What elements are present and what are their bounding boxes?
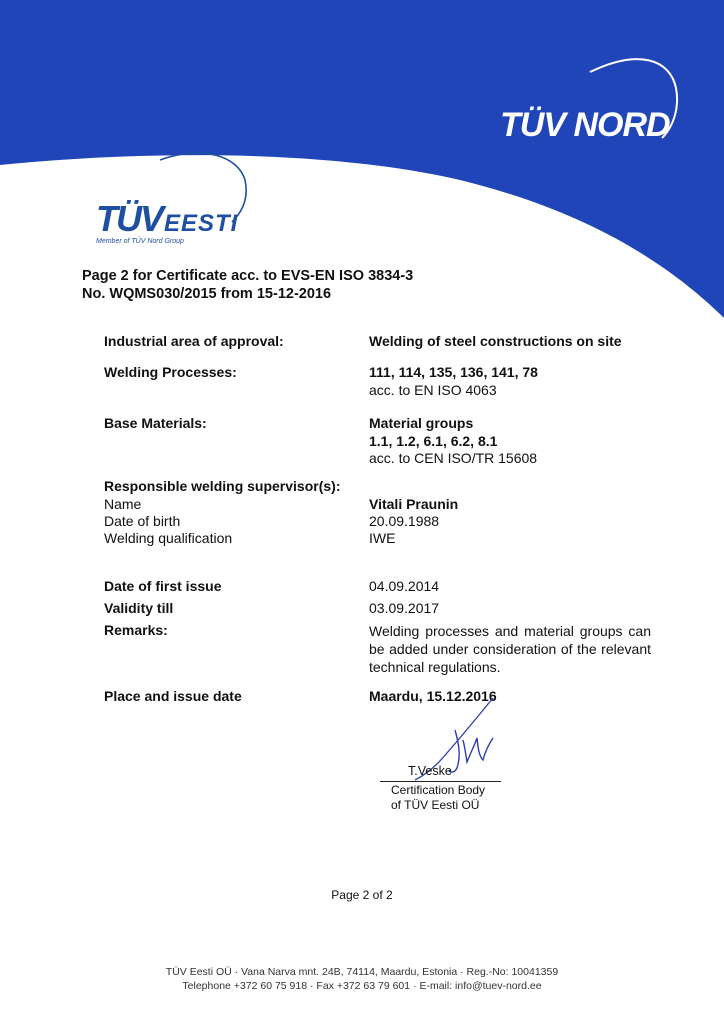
tuv-eesti-logo-mark: TÜV [96, 198, 162, 239]
validity-label: Validity till [104, 600, 174, 616]
name-label: Name [104, 496, 142, 512]
footer-address: TÜV Eesti OÜ · Vana Narva mnt. 24B, 74114, Maardu, Estonia · Reg.-No: 10041359 [165, 966, 559, 978]
industrial-area-label: Industrial area of approval: [104, 333, 284, 349]
signatory-role-line1: Certification Body [391, 783, 486, 797]
place-issue-value: Maardu, 15.12.2016 [369, 688, 497, 704]
tuv-eesti-logo [96, 198, 238, 245]
base-materials-label: Base Materials: [104, 415, 207, 431]
signatory-role-line2: of TÜV Eesti OÜ [391, 798, 480, 812]
base-materials-ref: acc. to CEN ISO/TR 15608 [369, 450, 538, 466]
industrial-area-value: Welding of steel constructions on site [369, 333, 622, 349]
footer-contact: Telephone +372 60 75 918 · Fax +372 63 79 601 · E-mail: info@tuev-nord.ee [182, 980, 542, 992]
tuv-eesti-logo-word: EESTI [164, 210, 239, 237]
tuv-nord-logo: TÜV NORD [500, 106, 670, 144]
dob-label: Date of birth [104, 513, 181, 529]
place-issue-label: Place and issue date [104, 688, 242, 704]
welding-processes-value: 111, 114, 135, 136, 141, 78 [369, 364, 538, 380]
tuv-eesti-member-line: Member of TÜV Nord Group [96, 238, 184, 245]
certificate-title-line1: Page 2 for Certificate acc. to EVS-EN ISO 3834-3 [82, 268, 414, 284]
remarks-value: Welding processes and material groups can be added under consideration of the relevant technical regulations. [369, 623, 651, 675]
dob-value: 20.09.1988 [369, 513, 440, 529]
base-materials-value-line2: 1.1, 1.2, 6.1, 6.2, 8.1 [369, 433, 498, 449]
signatory-name: T.Veske [408, 764, 452, 778]
qualification-value: IWE [369, 530, 396, 546]
validity-value: 03.09.2017 [369, 600, 440, 616]
name-value: Vitali Praunin [369, 496, 459, 512]
welding-processes-label: Welding Processes: [104, 364, 237, 380]
page-number: Page 2 of 2 [331, 888, 393, 902]
first-issue-value: 04.09.2014 [369, 578, 440, 594]
first-issue-label: Date of first issue [104, 578, 222, 594]
qualification-label: Welding qualification [104, 530, 233, 546]
certificate-title-line2: No. WQMS030/2015 from 15-12-2016 [82, 286, 332, 302]
remarks-label: Remarks: [104, 622, 168, 638]
signature-line [380, 781, 501, 782]
supervisor-heading: Responsible welding supervisor(s): [104, 478, 341, 494]
base-materials-value-line1: Material groups [369, 415, 474, 431]
welding-processes-ref: acc. to EN ISO 4063 [369, 382, 497, 398]
